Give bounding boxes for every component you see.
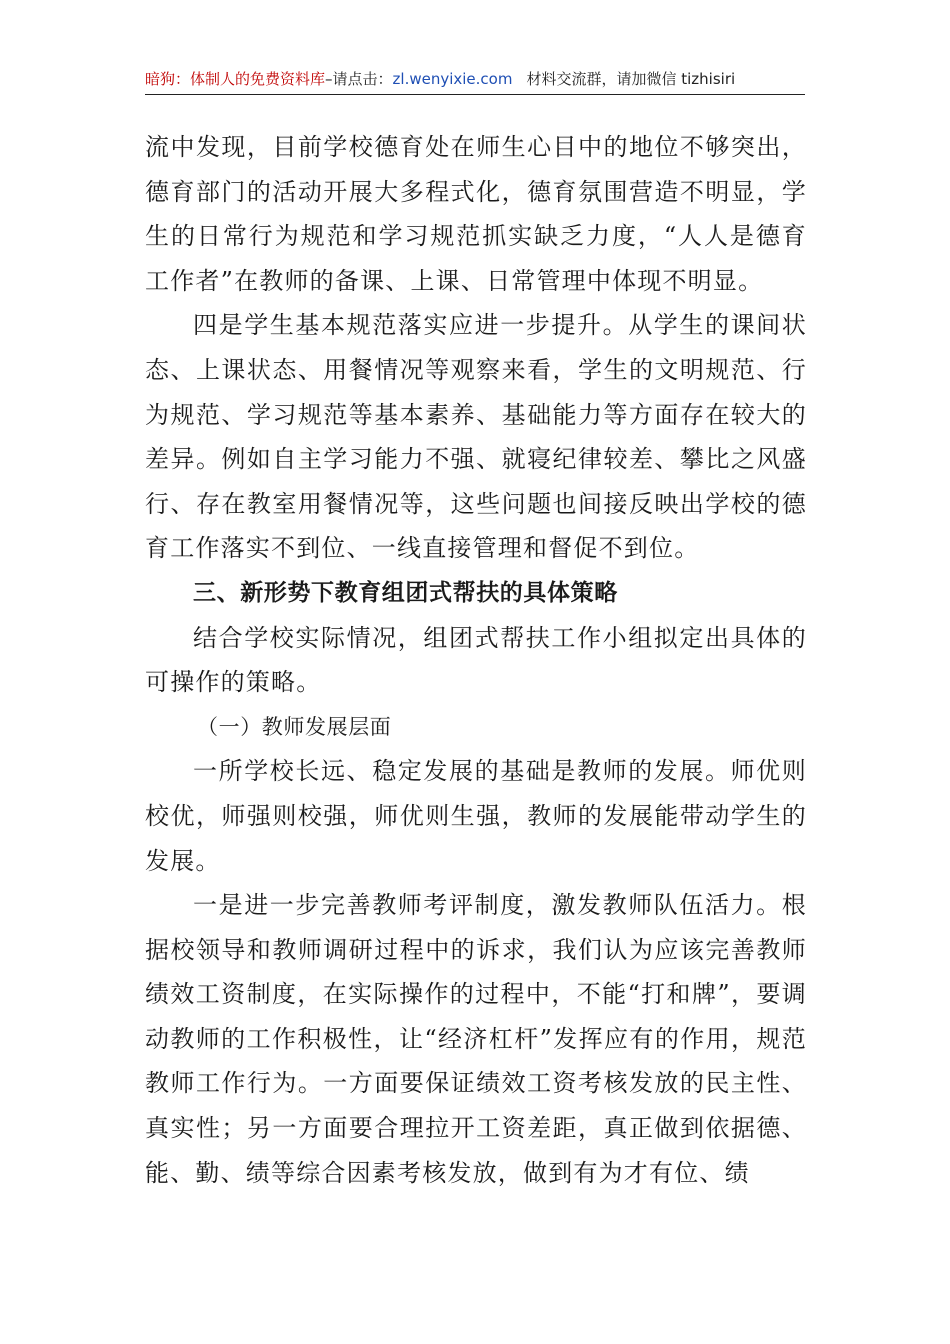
wechat-notice: 材料交流群，请加微信 tizhisiri xyxy=(526,70,736,88)
document-body xyxy=(145,125,807,1195)
paragraph-intro: 结合学校实际情况，组团式帮扶工作小组拟定出具体的可操作的策略。 xyxy=(145,623,807,697)
subsection-heading-teacher: （一）教师发展层面 xyxy=(197,714,392,739)
paragraph-continuation: 流中发现，目前学校德育处在师生心目中的地位不够突出，德育部门的活动开展大多程式化，德育氛围营造不明显，学生的日常行为规范和学习规范抓实缺乏力度，“人人是德育工作者”在教师的备课、上课、日常管理中体现不明显。 xyxy=(145,133,807,295)
paragraph-teacher-basis: 一所学校长远、稳定发展的基础是教师的发展。师优则校优，师强则校强，师优则生强，教师的发展能带动学生的发展。 xyxy=(145,757,807,875)
paragraph-point-one: 一是进一步完善教师考评制度，激发教师队伍活力。根据校领导和教师调研过程中的诉求，我们认为应该完善教师绩效工资制度，在实际操作的过程中，不能“打和牌”，要调动教师的工作积极性，让“经济杠杆”发挥应有的作用，规范教师工作行为。一方面要保证绩效工资考核发放的民主性、真实性；另一方面要合理拉开工资差距，真正做到依据德、能、勤、绩等综合因素考核发放，做到有为才有位、绩 xyxy=(145,891,807,1187)
paragraph-point-four: 四是学生基本规范落实应进一步提升。从学生的课间状态、上课状态、用餐情况等观察来看，学生的文明规范、行为规范、学习规范等基本素养、基础能力等方面存在较大的差异。例如自主学习能力不强、就寝纪律较差、攀比之风盛行、存在教室用餐情况等，这些问题也间接反映出学校的德育工作落实不到位、一线直接管理和督促不到位。 xyxy=(145,311,807,563)
brand-text: 暗狗：体制人的免费资料库 xyxy=(145,70,326,88)
page-header xyxy=(145,66,805,95)
website-link[interactable]: zl.wenyixie.com xyxy=(392,70,513,88)
link-label: –请点击： xyxy=(325,70,393,88)
section-heading-three: 三、新形势下教育组团式帮扶的具体策略 xyxy=(193,579,618,606)
